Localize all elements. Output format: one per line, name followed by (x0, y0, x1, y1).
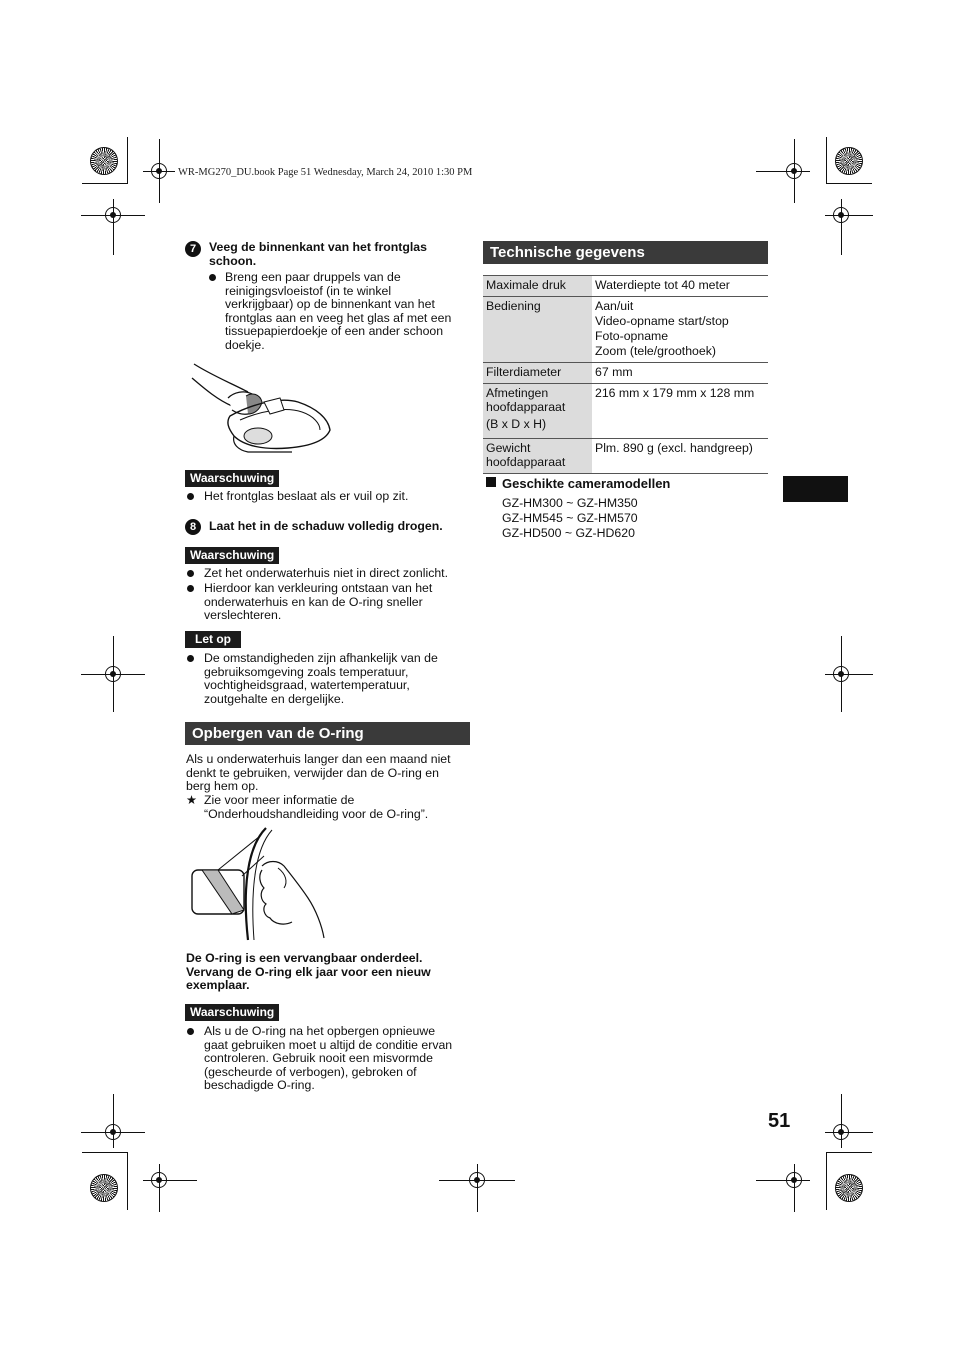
text-line: 67 mm (595, 365, 633, 379)
spec-key (483, 276, 592, 297)
text-line: Plm. 890 g (excl. handgreep) (595, 441, 753, 455)
section-title: Opbergen van de O-ring (185, 722, 470, 745)
step-number-badge: 8 (185, 519, 201, 535)
text-line: frontglas aan en veeg het glas af met een (225, 310, 452, 325)
note-text (204, 652, 438, 706)
text-line: Bediening (486, 299, 541, 313)
text-line: gebruiksomgeving zoals temperatuur, (204, 664, 409, 679)
text-line: hoofdapparaat (486, 455, 566, 469)
registration-sun-icon (90, 1174, 118, 1202)
text-line: Video-opname start/stop (595, 314, 729, 328)
spec-value (592, 297, 768, 363)
text-line: beschadigde O-ring. (204, 1078, 315, 1092)
bullet-dot (187, 655, 194, 662)
table-row (483, 297, 768, 363)
table-row (483, 363, 768, 384)
registration-sun-icon (835, 1174, 863, 1202)
warning3-text (204, 1025, 452, 1093)
text-line: (B x D x H) (486, 417, 547, 431)
spec-key (483, 363, 592, 384)
bullet-dot (187, 570, 194, 577)
warning2-text (204, 582, 432, 623)
step7-title-line: schoon. (209, 254, 257, 268)
list-item: GZ-HM545 ~ GZ-HM570 (502, 511, 638, 525)
chapter-tab (783, 476, 848, 502)
text-line: doekje. (225, 337, 265, 352)
text-line: Gewicht (486, 441, 531, 455)
oring-reference (204, 794, 428, 821)
text-line: gaat gebruiken moet u altijd de conditie ervan (204, 1037, 453, 1052)
star-icon: ★ (186, 793, 198, 807)
text-line: Afmetingen (486, 386, 549, 400)
text-line: Waterdiepte tot 40 meter (595, 278, 730, 292)
text-line: verslechteren. (204, 608, 282, 622)
text-line: Breng een paar druppels van de (225, 270, 401, 284)
warning2-text: Zet het onderwaterhuis niet in direct zonlicht. (204, 566, 449, 580)
text-line: Zoom (tele/groothoek) (595, 344, 716, 358)
text-line: Hierdoor kan verkleuring ontstaan van het (204, 581, 433, 595)
spec-value (592, 439, 768, 474)
table-row (483, 384, 768, 439)
text-line: 216 mm x 179 mm x 128 mm (595, 386, 755, 400)
text-line: Als u de O-ring na het opbergen opnieuwe (204, 1024, 436, 1038)
list-item: GZ-HD500 ~ GZ-HD620 (502, 526, 635, 540)
text-line: controleren. Gebruik nooit een misvormde (204, 1051, 433, 1065)
page-number: 51 (768, 1110, 791, 1132)
text-line: berg hem op. (186, 779, 259, 793)
text-line: Maximale druk (486, 278, 566, 292)
text-line: reinigingsvloeistof (in te winkel (225, 283, 392, 298)
cleaning-front-glass-illustration (188, 356, 334, 456)
spec-key (483, 384, 592, 439)
text-line: De omstandigheden zijn afhankelijk van de (204, 651, 438, 665)
step7-title-line: Veeg de binnenkant van het frontglas (209, 240, 427, 254)
oring-paragraph (186, 753, 451, 794)
section-title: Technische gegevens (483, 241, 768, 264)
text-line: Vervang de O-ring elk jaar voor een nieuw (186, 964, 431, 979)
text-line: Filterdiameter (486, 365, 562, 379)
warning-label: Waarschuwing (185, 547, 279, 564)
warning1-text: Het frontglas beslaat als er vuil op zit. (204, 489, 409, 503)
text-line: denkt te gebruiken, verwijder dan de O-ring en (186, 765, 439, 780)
text-line: Aan/uit (595, 299, 634, 313)
text-line: hoofdapparaat (486, 400, 566, 414)
bullet-dot (187, 1028, 194, 1035)
text-line: “Onderhoudshandleiding voor de O-ring”. (204, 806, 429, 821)
bullet-dot (187, 493, 194, 500)
oring-replaceable-note (186, 952, 431, 993)
square-bullet-icon (486, 477, 496, 487)
registration-sun-icon (835, 147, 863, 175)
spec-key (483, 439, 592, 474)
step8-title: Laat het in de schaduw volledig drogen. (209, 519, 443, 533)
table-row (483, 439, 768, 474)
models-list (502, 496, 638, 541)
specifications-table (483, 275, 768, 474)
text-line: onderwaterhuis en kan de O-ring sneller (204, 594, 423, 609)
registration-sun-icon (90, 147, 118, 175)
print-header: WR-MG270_DU.book Page 51 Wednesday, March 24, 2010 1:30 PM (178, 167, 473, 178)
warning-label: Waarschuwing (185, 470, 279, 487)
text-line: De O-ring is een vervangbaar onderdeel. (186, 951, 423, 965)
spec-value (592, 384, 768, 439)
oring-removal-illustration (188, 826, 328, 944)
bullet-dot (209, 274, 216, 281)
step7-title (209, 240, 427, 268)
text-line: vochtigheidsgraad, watertemperatuur, (204, 678, 410, 692)
table-row (483, 276, 768, 297)
text-line: zoutgehalte en dergelijke. (204, 691, 345, 706)
list-item: GZ-HM300 ~ GZ-HM350 (502, 496, 638, 510)
text-line: Als u onderwaterhuis langer dan een maand niet (186, 752, 451, 766)
text-line: (gescheurde of verbogen), gebroken of (204, 1064, 417, 1079)
note-label: Let op (185, 631, 241, 648)
text-line: verkrijgbaar) op de binnenkant van het (225, 297, 435, 311)
text-line: tissuepapierdoekje of een ander schoon (225, 324, 444, 338)
spec-value (592, 276, 768, 297)
spec-value (592, 363, 768, 384)
step7-instruction (225, 271, 451, 352)
text-line: Foto-opname (595, 329, 669, 343)
step-number-badge: 7 (185, 241, 201, 257)
text-line: exemplaar. (186, 978, 250, 992)
spec-key (483, 297, 592, 363)
models-heading: Geschikte cameramodellen (502, 476, 671, 491)
bullet-dot (187, 585, 194, 592)
warning-label: Waarschuwing (185, 1004, 279, 1021)
text-line: Zie voor meer informatie de (204, 793, 355, 807)
